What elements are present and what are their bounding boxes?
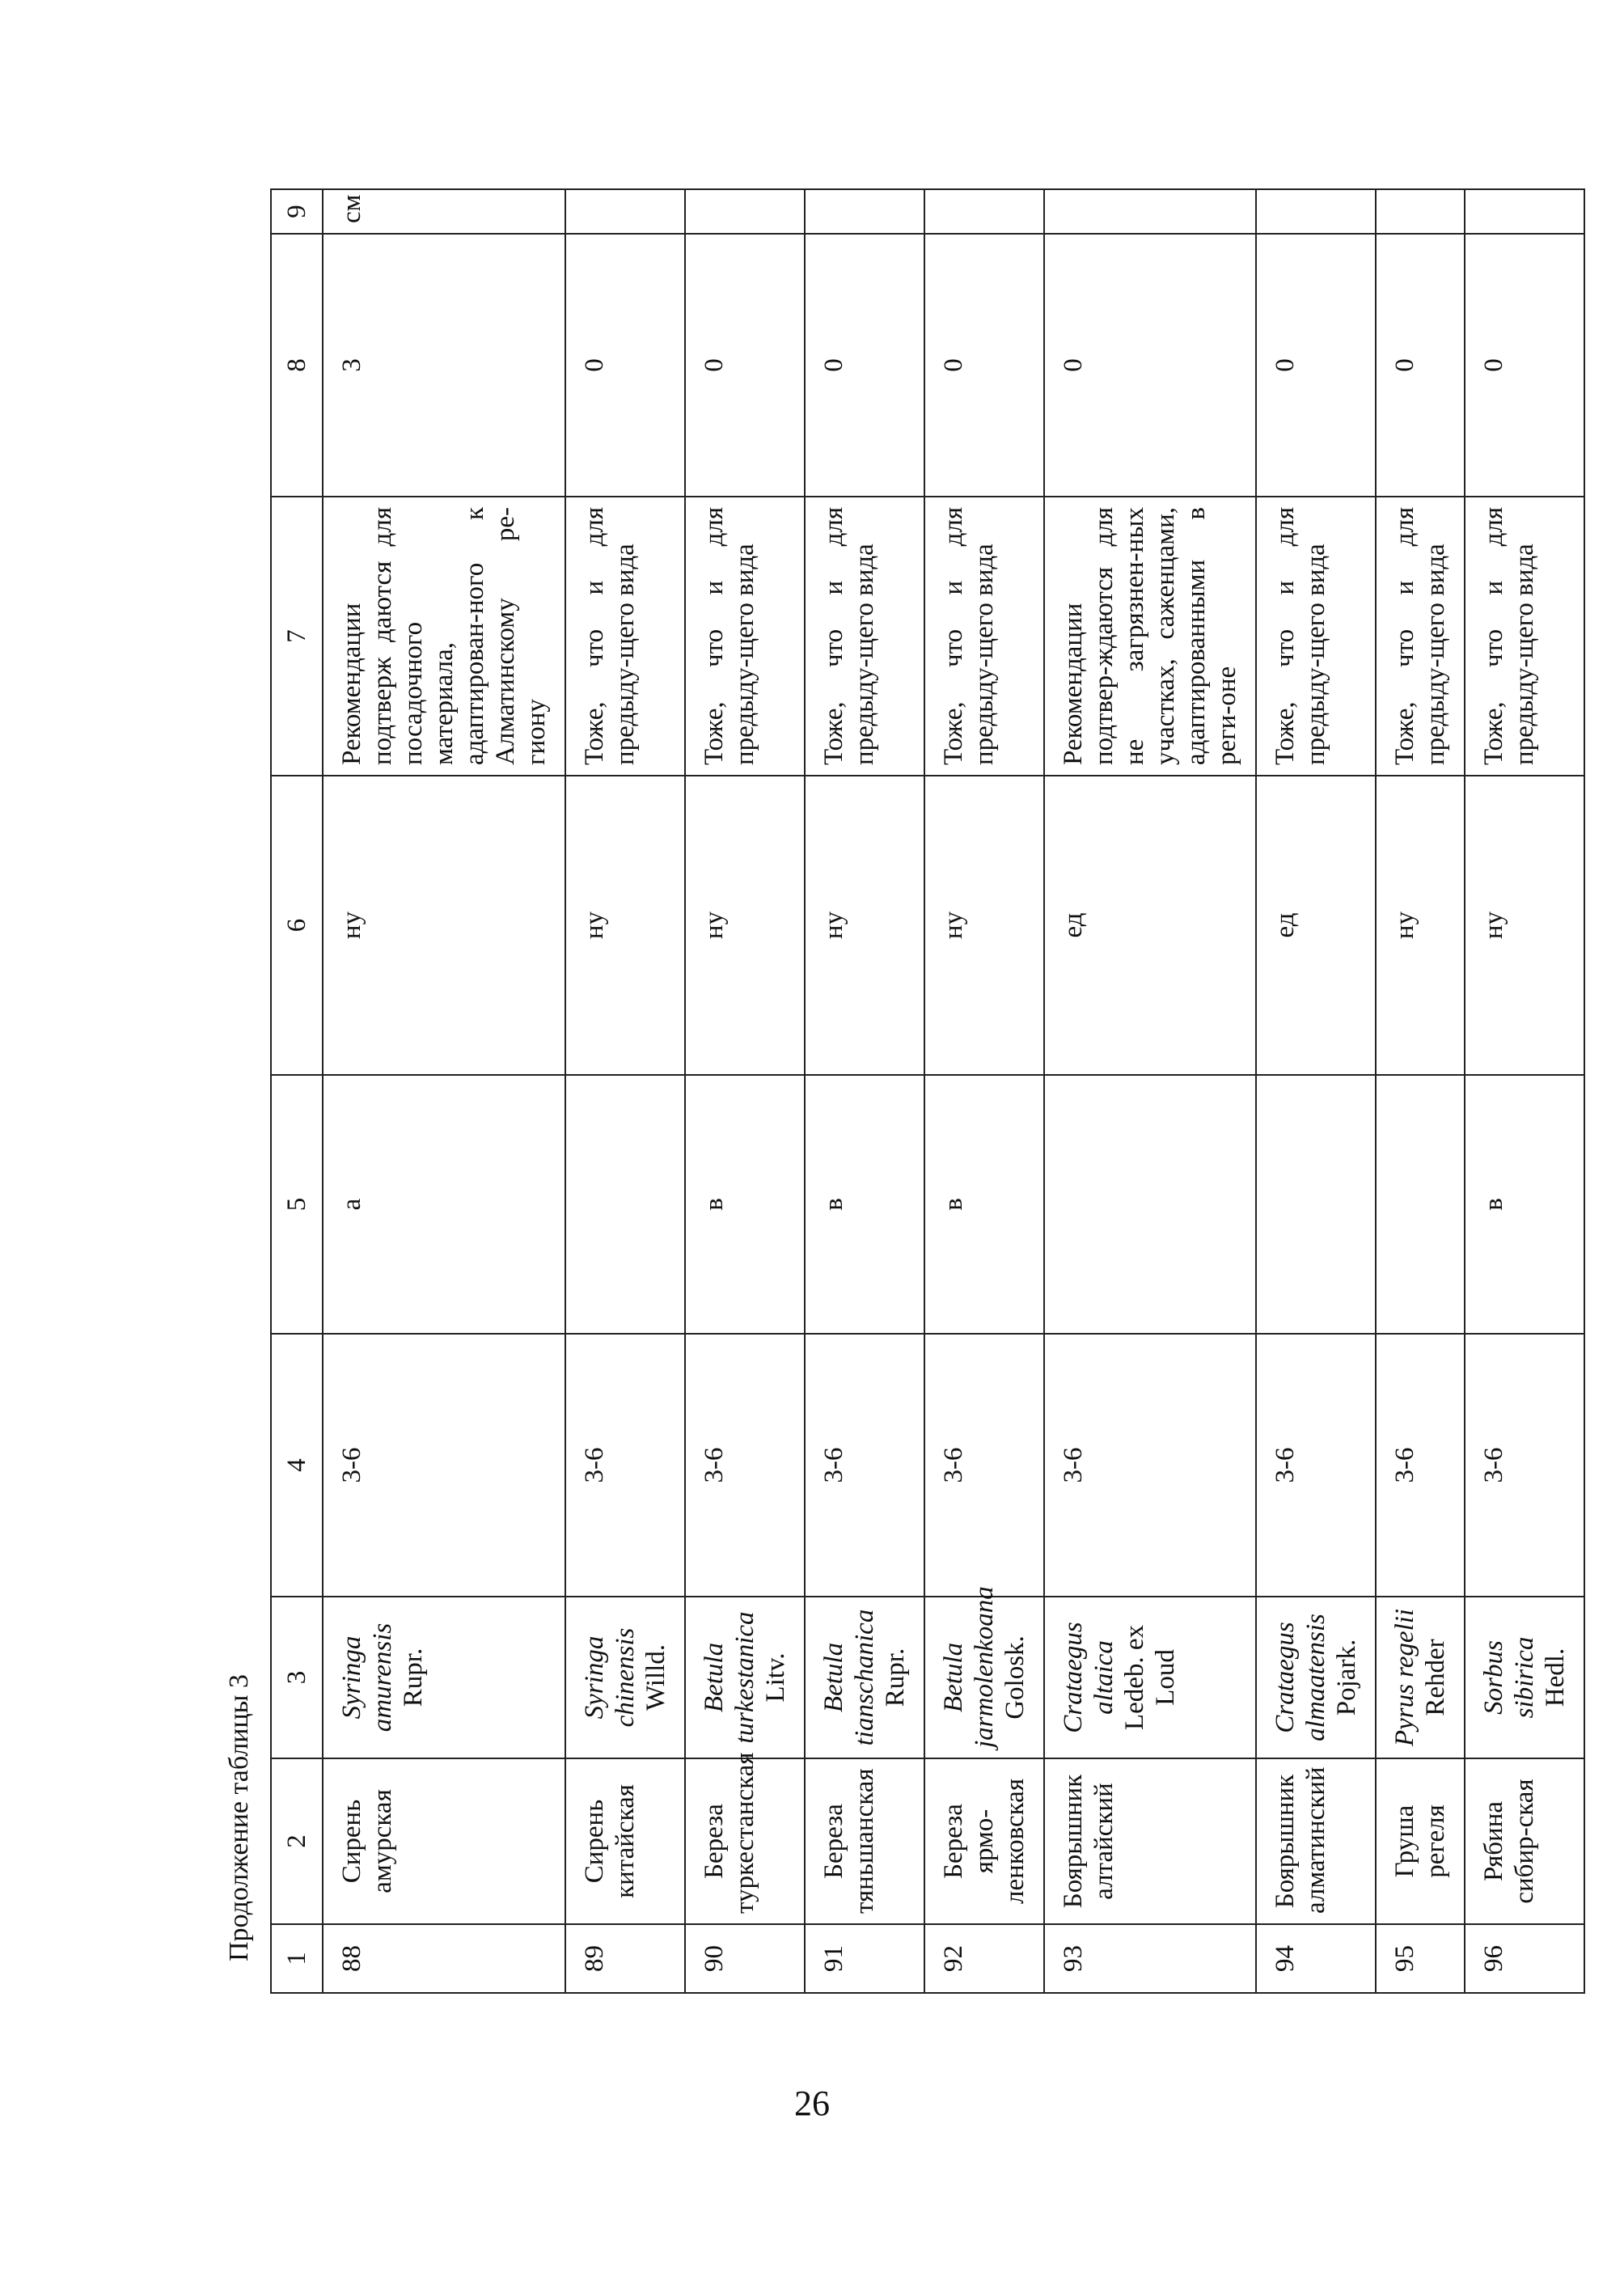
- latin-author: Willd.: [641, 1644, 670, 1711]
- count-value: 0: [1376, 234, 1465, 497]
- age-value: 3-6: [1256, 1334, 1376, 1597]
- count-value: 3: [323, 234, 565, 497]
- header-cell: 2: [271, 1758, 323, 1924]
- table-row: [1376, 189, 1465, 1993]
- type-value: ну: [805, 776, 924, 1075]
- row-number: 91: [805, 1924, 924, 1993]
- category-value: в: [685, 1075, 805, 1334]
- category-value: [1044, 1075, 1256, 1334]
- recommendation-note: Рекомендации подтвер-ждаются для не загрязнен-ных участках, саженцами, адаптированными в реги-оне: [1044, 497, 1256, 776]
- row-number: 92: [924, 1924, 1044, 1993]
- unit-value: см: [323, 189, 565, 234]
- latin-genus-species: Betula turkestanica: [700, 1611, 759, 1744]
- age-value: 3-6: [1044, 1334, 1256, 1597]
- header-cell: 5: [271, 1075, 323, 1334]
- recommendation-note: Тоже, что и для предыду-щего вида: [685, 497, 805, 776]
- count-value: 0: [1256, 234, 1376, 497]
- row-number: 88: [323, 1924, 565, 1993]
- unit-value: [1376, 189, 1465, 234]
- recommendation-note: Тоже, что и для предыду-щего вида: [805, 497, 924, 776]
- category-value: а: [323, 1075, 565, 1334]
- unit-value: [805, 189, 924, 234]
- latin-author: Ledeb. ex Loud: [1120, 1624, 1180, 1731]
- species-name-ru: Сирень китайская: [565, 1758, 685, 1924]
- row-number: 94: [1256, 1924, 1376, 1993]
- count-value: 0: [565, 234, 685, 497]
- species-name-ru: Сирень амурская: [323, 1758, 565, 1924]
- latin-genus-species: Sorbus sibirica: [1479, 1636, 1539, 1719]
- species-table: [270, 188, 1585, 1994]
- category-value: в: [924, 1075, 1044, 1334]
- species-name-ru: Береза туркестанская: [685, 1758, 805, 1924]
- table-caption: Продолжение таблицы 3: [224, 1673, 254, 1961]
- count-value: 0: [1465, 234, 1584, 497]
- species-name-lat: [1465, 1597, 1584, 1758]
- count-value: 0: [805, 234, 924, 497]
- table-row: [1465, 189, 1584, 1993]
- latin-author: Pojark.: [1332, 1639, 1361, 1716]
- type-value: ед: [1256, 776, 1376, 1075]
- type-value: ну: [685, 776, 805, 1075]
- latin-genus-species: Crataegus altaica: [1059, 1622, 1119, 1733]
- unit-value: [685, 189, 805, 234]
- latin-author: Hedl.: [1541, 1648, 1570, 1707]
- header-cell: 3: [271, 1597, 323, 1758]
- header-cell: 6: [271, 776, 323, 1075]
- latin-author: Litv.: [761, 1652, 790, 1703]
- latin-genus-species: Syringa chinensis: [580, 1627, 640, 1728]
- species-name-lat: [685, 1597, 805, 1758]
- age-value: 3-6: [1465, 1334, 1584, 1597]
- species-name-ru: Боярышник алтайский: [1044, 1758, 1256, 1924]
- species-name-lat: [565, 1597, 685, 1758]
- row-number: 96: [1465, 1924, 1584, 1993]
- latin-author: Rupr.: [399, 1648, 428, 1707]
- row-number: 93: [1044, 1924, 1256, 1993]
- header-cell: 4: [271, 1334, 323, 1597]
- recommendation-note: Тоже, что и для предыду-щего вида: [1465, 497, 1584, 776]
- type-value: ну: [565, 776, 685, 1075]
- recommendation-note: Тоже, что и для предыду-щего вида: [1256, 497, 1376, 776]
- latin-genus-species: Pyrus regelii: [1390, 1608, 1419, 1747]
- latin-author: Rehder: [1421, 1639, 1450, 1716]
- latin-genus-species: Betula tianschanica: [819, 1609, 879, 1746]
- recommendation-note: Тоже, что и для предыду-щего вида: [924, 497, 1044, 776]
- category-value: в: [1465, 1075, 1584, 1334]
- table-row: [924, 189, 1044, 1993]
- type-value: ну: [323, 776, 565, 1075]
- table-row: [685, 189, 805, 1993]
- species-name-ru: Береза тяньшанская: [805, 1758, 924, 1924]
- species-name-ru: Боярышник алматинский: [1256, 1758, 1376, 1924]
- species-name-lat: [924, 1586, 1044, 1758]
- table-header-row: [271, 189, 323, 1993]
- type-value: ед: [1044, 776, 1256, 1075]
- unit-value: [565, 189, 685, 234]
- species-name-ru: Груша регеля: [1376, 1758, 1465, 1924]
- latin-author: Rupr.: [881, 1648, 910, 1707]
- latin-genus-species: Syringa amurensis: [337, 1622, 397, 1732]
- table-row: [1044, 189, 1256, 1993]
- unit-value: [1044, 189, 1256, 234]
- latin-genus-species: Crataegus almaatensis: [1271, 1614, 1330, 1741]
- table-row: [1256, 189, 1376, 1993]
- unit-value: [1465, 189, 1584, 234]
- latin-author: Golosk.: [1000, 1635, 1030, 1720]
- category-value: в: [805, 1075, 924, 1334]
- age-value: 3-6: [323, 1334, 565, 1597]
- recommendation-note: Рекомендации подтверж даются для посадочного материала, адаптирован-ного к Алматинскому ре-гиону: [323, 497, 565, 776]
- age-value: 3-6: [924, 1334, 1044, 1597]
- species-name-lat: [805, 1597, 924, 1758]
- rotated-page: [220, 190, 1570, 1994]
- row-number: 95: [1376, 1924, 1465, 1993]
- unit-value: [924, 189, 1044, 234]
- species-name-lat: [1256, 1597, 1376, 1758]
- table-row: [565, 189, 685, 1993]
- recommendation-note: Тоже, что и для предыду-щего вида: [565, 497, 685, 776]
- species-name-lat: [1044, 1597, 1256, 1758]
- header-cell: 7: [271, 497, 323, 776]
- count-value: 0: [924, 234, 1044, 497]
- category-value: [1256, 1075, 1376, 1334]
- category-value: [1376, 1075, 1465, 1334]
- latin-genus-species: Betula jarmolenkoana: [939, 1586, 999, 1748]
- age-value: 3-6: [1376, 1334, 1465, 1597]
- header-cell: 1: [271, 1924, 323, 1993]
- age-value: 3-6: [685, 1334, 805, 1597]
- table-row: [323, 189, 565, 1993]
- header-cell: 9: [271, 189, 323, 234]
- unit-value: [1256, 189, 1376, 234]
- category-value: [565, 1075, 685, 1334]
- type-value: ну: [1376, 776, 1465, 1075]
- species-name-lat: [1376, 1597, 1465, 1758]
- type-value: ну: [924, 776, 1044, 1075]
- age-value: 3-6: [805, 1334, 924, 1597]
- table-row: [805, 189, 924, 1993]
- row-number: 89: [565, 1924, 685, 1993]
- count-value: 0: [685, 234, 805, 497]
- type-value: ну: [1465, 776, 1584, 1075]
- recommendation-note: Тоже, что и для предыду-щего вида: [1376, 497, 1465, 776]
- header-cell: 8: [271, 234, 323, 497]
- row-number: 90: [685, 1924, 805, 1993]
- species-name-ru: Рябина сибир-ская: [1465, 1758, 1584, 1924]
- species-name-lat: [323, 1597, 565, 1758]
- page-number: 26: [794, 2084, 830, 2123]
- count-value: 0: [1044, 234, 1256, 497]
- age-value: 3-6: [565, 1334, 685, 1597]
- species-name-ru: Береза ярмо-ленковская: [924, 1758, 1044, 1924]
